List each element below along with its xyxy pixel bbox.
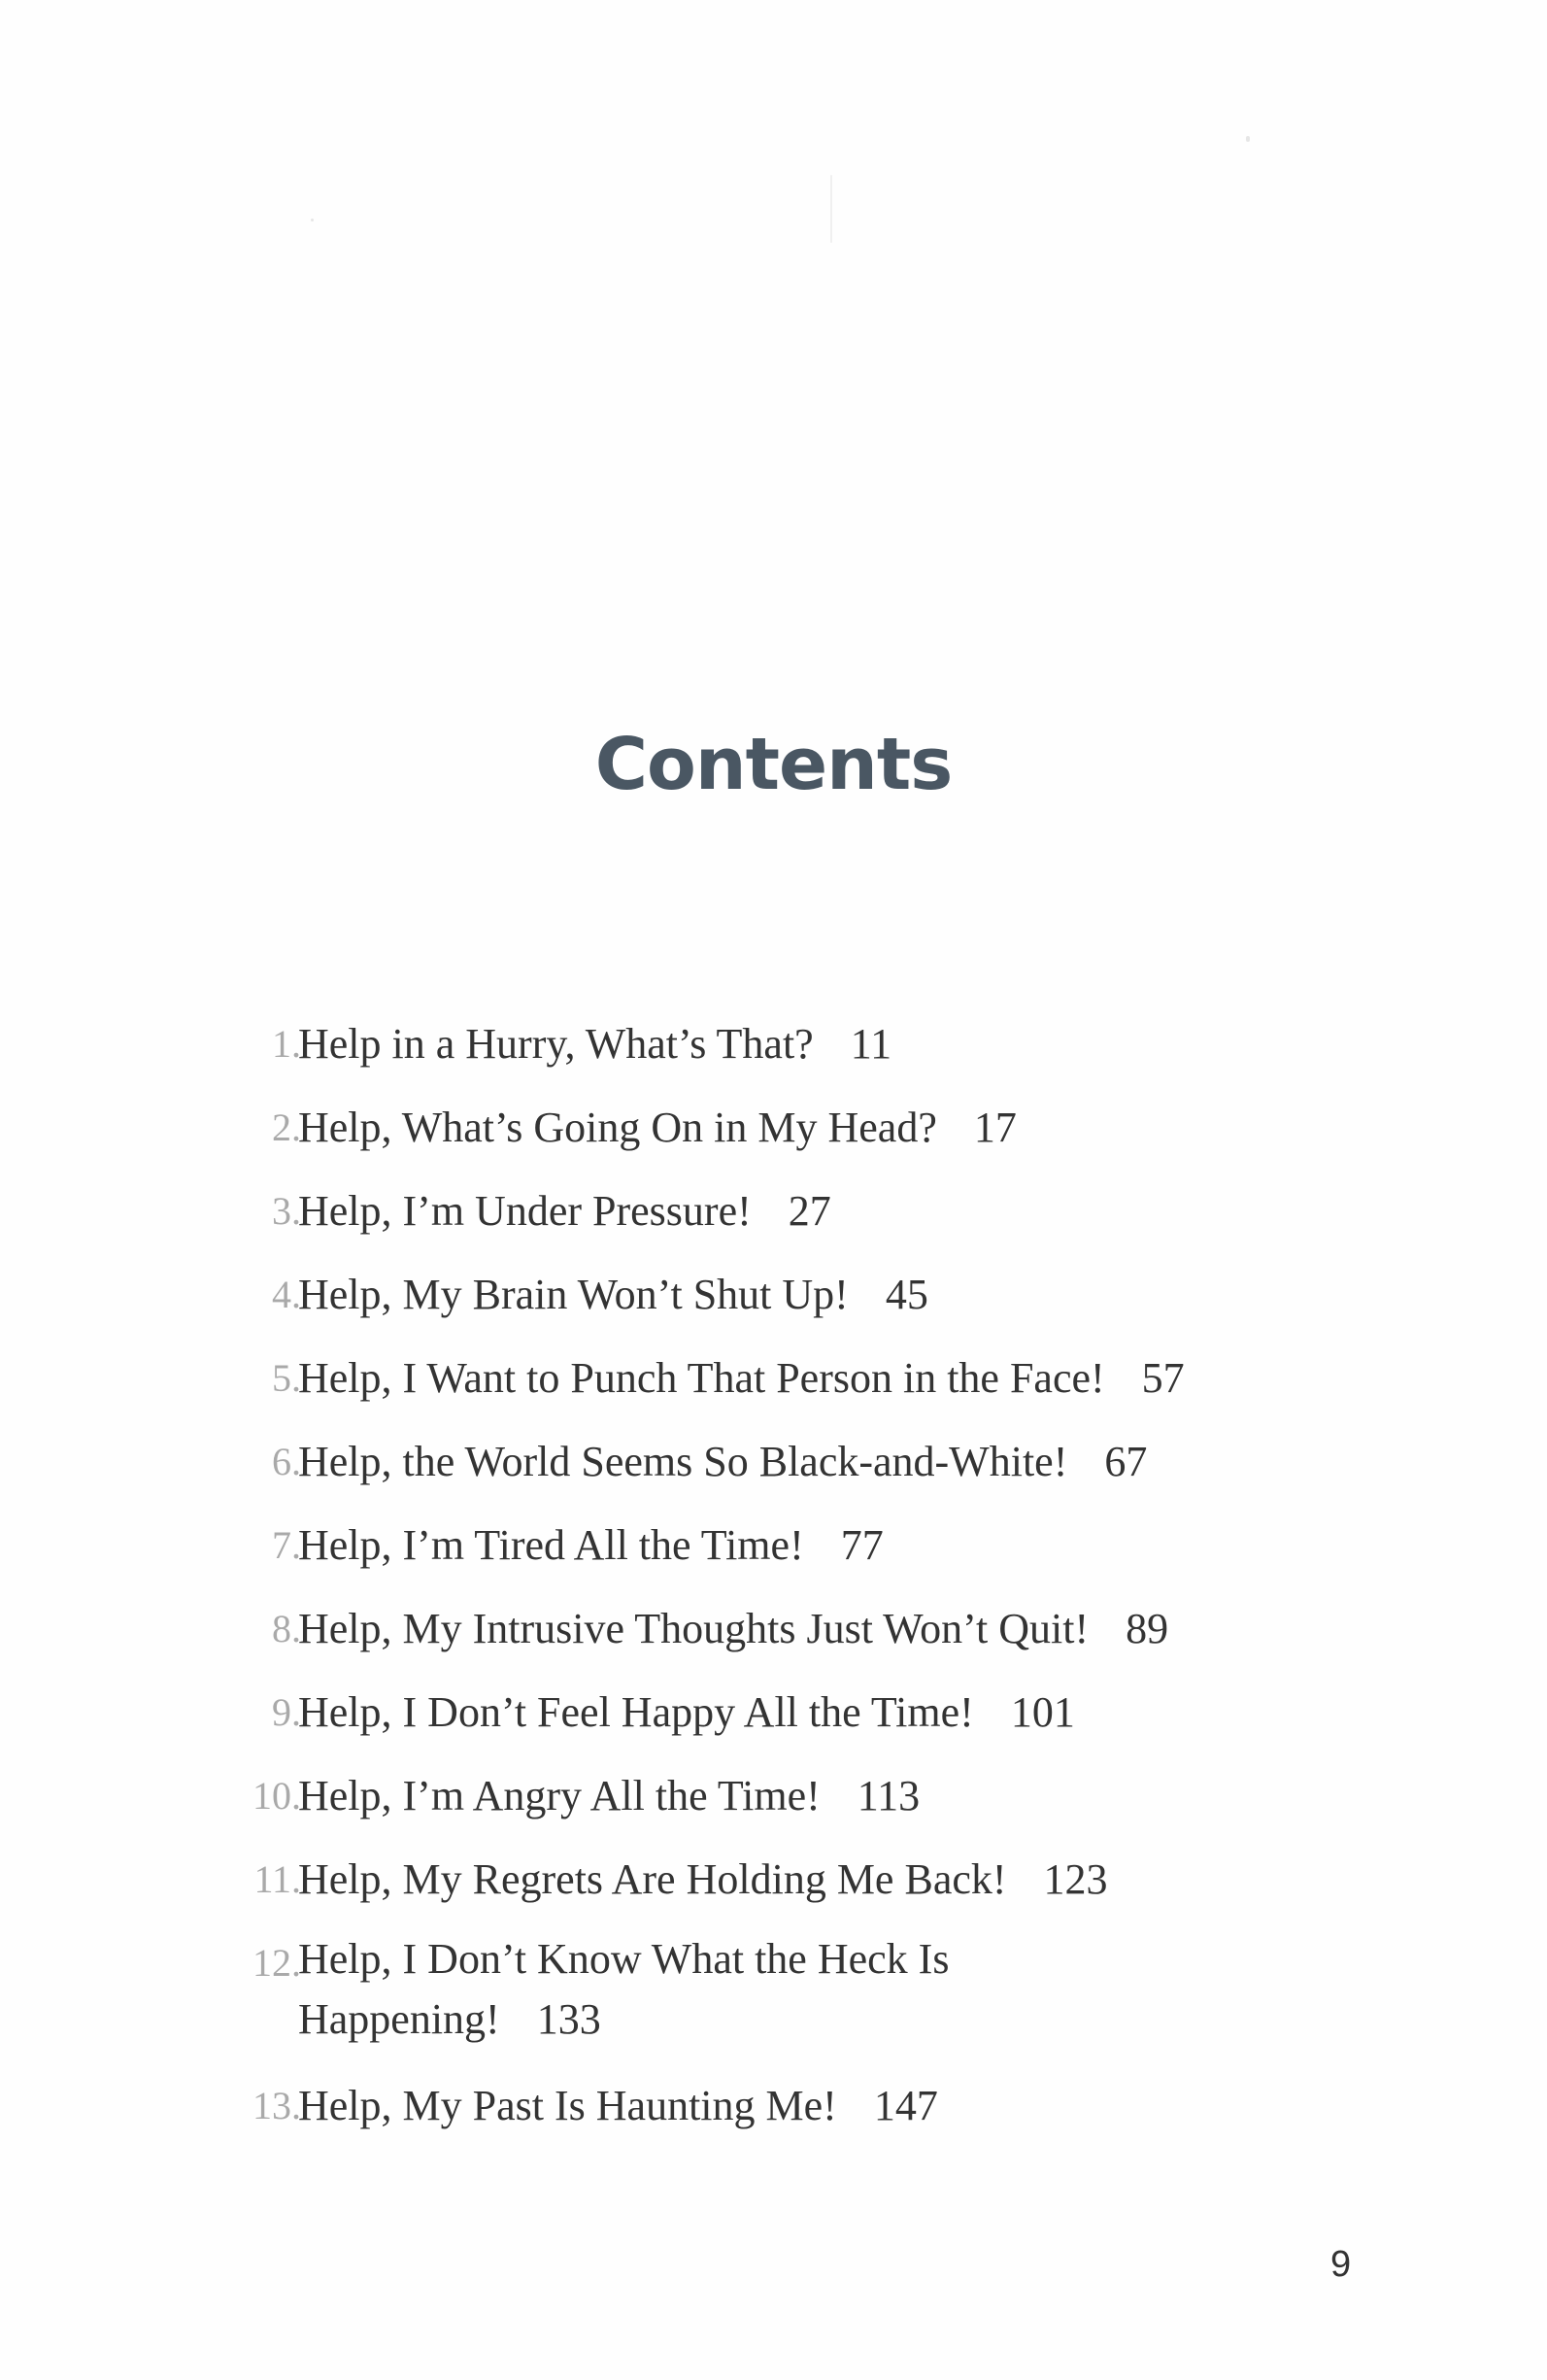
chapter-title: Help, My Past Is Haunting Me! (298, 2082, 837, 2129)
page-number: 45 (885, 1271, 928, 1318)
chapter-number: 7. (272, 1523, 301, 1567)
chapter-number: 13. (252, 2084, 301, 2127)
page-number: 101 (1010, 1688, 1075, 1736)
page-title: Contents (594, 722, 953, 806)
toc-entry[interactable] (0, 1512, 1547, 1579)
chapter-title: Help, My Brain Won’t Shut Up! (298, 1271, 849, 1318)
toc-entry[interactable] (0, 1679, 1547, 1746)
toc-entry[interactable] (0, 2072, 1547, 2139)
chapter-number: 4. (272, 1273, 301, 1316)
toc-entry[interactable] (0, 1428, 1547, 1495)
chapter-number: 10. (252, 1774, 301, 1818)
chapter-number: 3. (272, 1189, 301, 1233)
chapter-title-continued: Happening! (298, 1995, 500, 2043)
toc-entry[interactable] (0, 1762, 1547, 1829)
page-number: 123 (1043, 1855, 1108, 1903)
page-number: 77 (840, 1521, 884, 1569)
toc-entry[interactable] (0, 1177, 1547, 1244)
chapter-title: Help, the World Seems So Black-and-White! (298, 1438, 1068, 1485)
toc-entry[interactable] (0, 1261, 1547, 1328)
chapter-number: 2. (272, 1105, 301, 1149)
scan-speck (830, 175, 832, 243)
chapter-title: Help, My Intrusive Thoughts Just Won’t Quit! (298, 1605, 1090, 1652)
toc-entry[interactable] (0, 1846, 1547, 1913)
page-number: 11 (850, 1020, 892, 1068)
chapter-title: Help, I Want to Punch That Person in the Face! (298, 1354, 1105, 1402)
chapter-title: Help, I’m Angry All the Time! (298, 1772, 821, 1819)
scan-speck (311, 219, 314, 221)
page-number: 147 (873, 2082, 938, 2129)
chapter-title: Help, I’m Under Pressure! (298, 1187, 752, 1235)
table-of-contents (0, 1010, 1547, 2156)
page-number: 57 (1141, 1354, 1185, 1402)
page-number: 133 (536, 1995, 601, 2043)
toc-entry[interactable] (0, 1929, 1547, 2056)
chapter-title: Help, I Don’t Feel Happy All the Time! (298, 1688, 974, 1736)
toc-entry[interactable] (0, 1344, 1547, 1411)
toc-entry[interactable] (0, 1094, 1547, 1161)
page-number: 67 (1104, 1438, 1148, 1485)
chapter-number: 1. (272, 1022, 301, 1066)
chapter-number: 9. (272, 1690, 301, 1734)
chapter-title: Help, I Don’t Know What the Heck Is (298, 1935, 950, 1983)
page-number: 27 (788, 1187, 831, 1235)
page-folio: 9 (1330, 2244, 1352, 2285)
chapter-number: 8. (272, 1607, 301, 1650)
toc-entry[interactable] (0, 1595, 1547, 1662)
chapter-title: Help, What’s Going On in My Head? (298, 1104, 937, 1151)
chapter-number: 12. (252, 1941, 301, 1985)
chapter-number: 5. (272, 1356, 301, 1400)
chapter-title: Help in a Hurry, What’s That? (298, 1020, 814, 1068)
page-number: 113 (857, 1772, 921, 1819)
toc-entry[interactable] (0, 1010, 1547, 1077)
chapter-number: 11. (253, 1857, 301, 1901)
scan-speck (1246, 136, 1250, 142)
chapter-number: 6. (272, 1440, 301, 1483)
page-number: 17 (973, 1104, 1017, 1151)
page-number: 89 (1126, 1605, 1169, 1652)
chapter-title: Help, I’m Tired All the Time! (298, 1521, 804, 1569)
chapter-title: Help, My Regrets Are Holding Me Back! (298, 1855, 1007, 1903)
